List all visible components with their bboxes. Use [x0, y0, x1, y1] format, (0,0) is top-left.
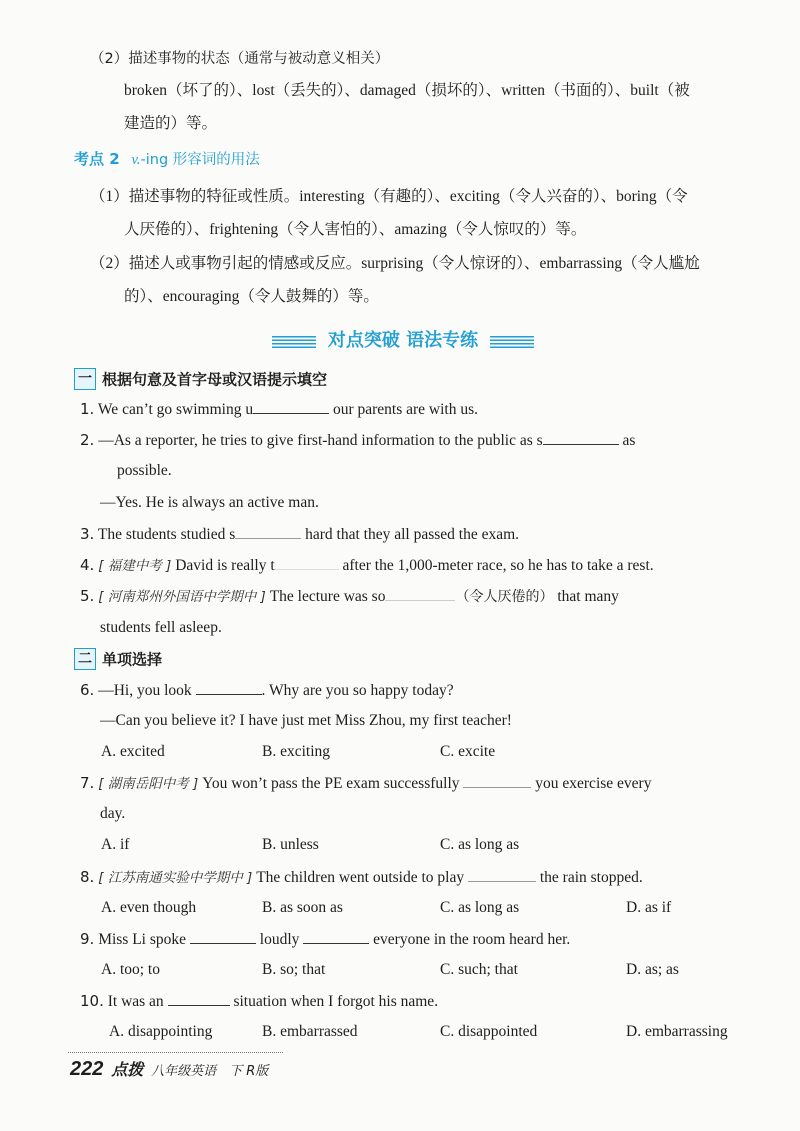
brand-logo: 点拨 — [111, 1060, 144, 1079]
question-6-option-a[interactable]: A. excited — [101, 743, 165, 760]
practice-banner — [272, 330, 534, 353]
state-usage-heading: （2）描述事物的状态（通常与被动意义相关） — [90, 51, 390, 67]
page-footer — [70, 1057, 268, 1084]
page-number: 222 — [70, 1058, 104, 1080]
question-5: 5. [ 河南郑州外国语中学期中 ] The lecture was so （令人厌倦的） that many — [80, 587, 619, 605]
question-10: 10. It was an situation when I forgot his name. — [80, 992, 439, 1010]
kaodian-label: 考点 2 — [74, 150, 120, 168]
answer-blank-9b[interactable] — [303, 929, 369, 944]
source-tag: [ 江苏南通实验中学期中 ] — [98, 870, 253, 886]
question-3: 3. The students studied s hard that they all passed the exam. — [80, 525, 520, 543]
answer-blank-1[interactable] — [253, 399, 329, 414]
question-7-option-a[interactable]: A. if — [101, 836, 130, 853]
question-8: 8. [ 江苏南通实验中学期中 ] The children went outside to play the rain stopped. — [80, 868, 643, 886]
kaodian-2-header — [74, 148, 260, 171]
question-6-option-c[interactable]: C. excite — [440, 743, 496, 760]
question-4: 4. [ 福建中考 ] David is really t after the 1,000-meter race, so he has to take a rest. — [80, 556, 654, 574]
answer-blank-7[interactable] — [463, 773, 531, 788]
answer-blank-5[interactable] — [385, 586, 455, 601]
answer-blank-8[interactable] — [468, 867, 536, 882]
part-1-number: 一 — [74, 368, 96, 390]
question-6-option-b[interactable]: B. exciting — [262, 743, 331, 760]
banner-stripes-right — [490, 336, 534, 348]
footer-divider — [68, 1052, 283, 1053]
banner-stripes-left — [272, 336, 316, 348]
question-8-option-d[interactable]: D. as if — [626, 899, 672, 916]
answer-blank-9a[interactable] — [190, 929, 256, 944]
question-2-continued: possible. — [117, 462, 172, 479]
state-usage-examples-line1: broken（坏了的）、lost（丢失的）、damaged（损坏的）、written（书面的）、built（被 — [124, 82, 690, 99]
question-10-option-d[interactable]: D. embarrassing — [626, 1023, 728, 1040]
question-2: 2. —As a reporter, he tries to give first-hand information to the public as s as — [80, 431, 636, 449]
question-7-option-c[interactable]: C. as long as — [440, 836, 520, 853]
question-6: 6. —Hi, you look . Why are you so happy today? — [80, 681, 454, 699]
state-usage-examples-line2: 建造的）等。 — [124, 115, 218, 132]
question-10-option-b[interactable]: B. embarrassed — [262, 1023, 358, 1040]
ing-usage-2-line2: 的）、encouraging（令人鼓舞的）等。 — [124, 288, 379, 305]
ing-usage-1-line2: 人厌倦的）、frightening（令人害怕的）、amazing（令人惊叹的）等。 — [124, 221, 587, 238]
ing-usage-1-line1: （1）描述事物的特征或性质。interesting（有趣的）、exciting（令人兴奋的）、boring（令 — [90, 188, 688, 205]
part-2-header — [74, 648, 162, 670]
banner-title: 对点突破 语法专练 — [327, 330, 479, 351]
question-8-option-b[interactable]: B. as soon as — [262, 899, 343, 916]
question-10-option-a[interactable]: A. disappointing — [109, 1023, 213, 1040]
question-9-option-a[interactable]: A. too; to — [101, 961, 160, 978]
answer-blank-3[interactable] — [235, 524, 301, 539]
question-2-reply: —Yes. He is always an active man. — [100, 494, 319, 511]
question-9-option-c[interactable]: C. such; that — [440, 961, 518, 978]
answer-blank-6[interactable] — [196, 680, 262, 695]
source-tag: [ 湖南岳阳中考 ] — [98, 776, 199, 792]
question-9: 9. Miss Li spoke loudly everyone in the room heard her. — [80, 930, 571, 948]
question-5-continued: students fell asleep. — [100, 619, 222, 636]
kaodian-title: v.-ing 形容词的用法 — [131, 152, 260, 168]
source-tag: [ 福建中考 ] — [98, 558, 172, 574]
answer-blank-2[interactable] — [543, 430, 619, 445]
question-10-option-c[interactable]: C. disappointed — [440, 1023, 538, 1040]
book-grade: 八年级英语 下 R版 — [151, 1064, 269, 1079]
question-6-reply: —Can you believe it? I have just met Miss Zhou, my first teacher! — [100, 712, 512, 729]
part-1-header — [74, 368, 327, 390]
question-7-continued: day. — [100, 805, 126, 822]
question-9-option-d[interactable]: D. as; as — [626, 961, 679, 978]
question-7-option-b[interactable]: B. unless — [262, 836, 319, 853]
question-8-option-a[interactable]: A. even though — [101, 899, 197, 916]
source-tag: [ 河南郑州外国语中学期中 ] — [98, 589, 266, 605]
part-1-title: 根据句意及首字母或汉语提示填空 — [102, 370, 328, 389]
question-7: 7. [ 湖南岳阳中考 ] You won’t pass the PE exam successfully you exercise every — [80, 774, 652, 792]
ing-usage-2-line1: （2）描述人或事物引起的情感或反应。surprising（令人惊讶的）、embarrassing（令人尴尬 — [90, 255, 700, 272]
part-2-number: 二 — [74, 648, 96, 670]
part-2-title: 单项选择 — [102, 650, 163, 669]
hint: （令人厌倦的） — [455, 589, 554, 605]
question-1: 1. We can’t go swimming u our parents are with us. — [80, 400, 479, 418]
answer-blank-4[interactable] — [275, 555, 339, 570]
question-8-option-c[interactable]: C. as long as — [440, 899, 520, 916]
answer-blank-10[interactable] — [168, 991, 230, 1006]
question-9-option-b[interactable]: B. so; that — [262, 961, 326, 978]
